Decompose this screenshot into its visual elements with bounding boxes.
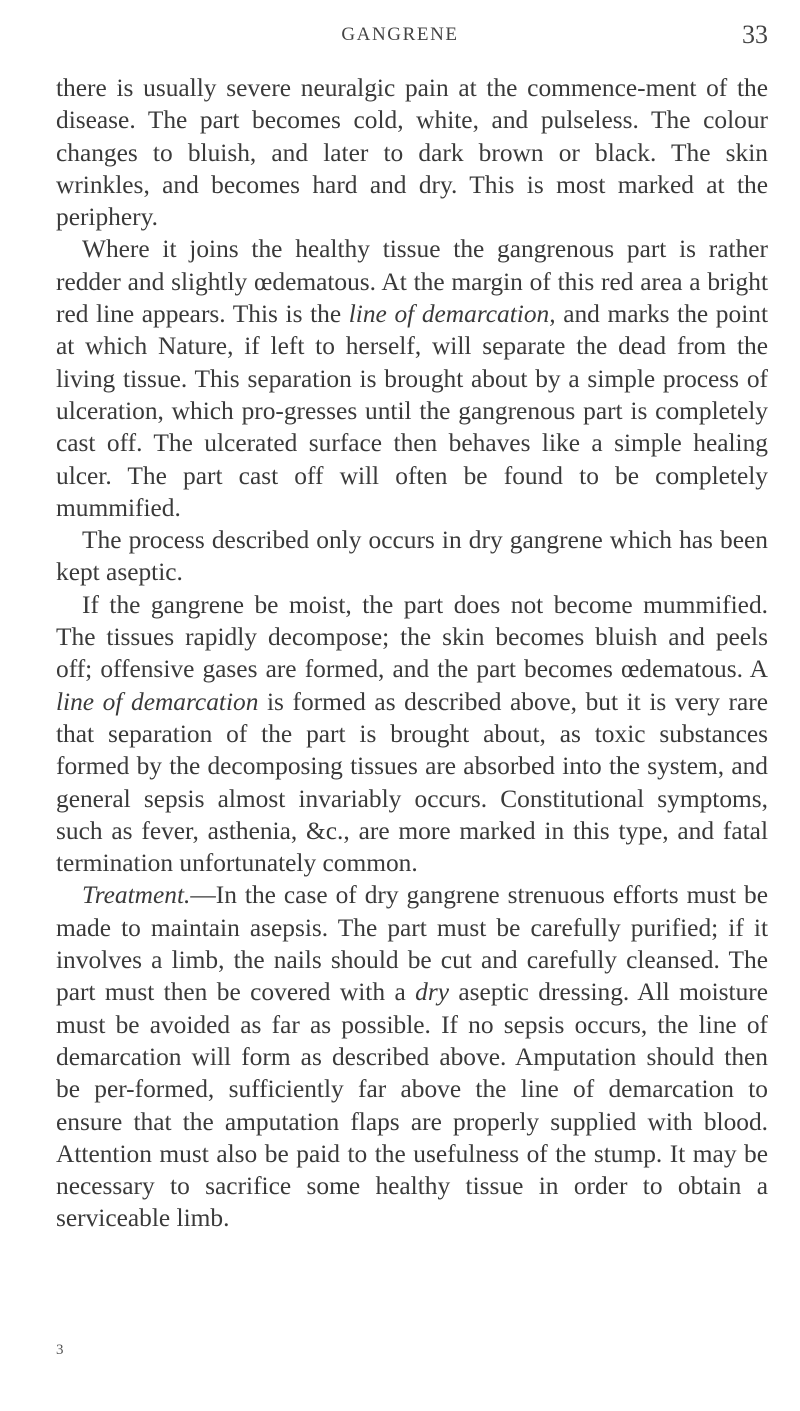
- italic-text-run: Treatment.: [82, 881, 191, 910]
- body-text: [56, 72, 768, 1235]
- paragraph-1: [56, 72, 768, 233]
- text-run: If the gangrene be moist, the part does not become mummified. The tissues rapidly decompose; the skin becomes bluish and peels off; offensive gases are formed, and the part becomes œdematous. A: [56, 590, 768, 684]
- text-run: there is usually severe neuralgic pain at the commence-ment of the disease. The part becomes cold, white, and pulseless. The colour changes to bluish, and later to dark brown or black. The skin wrinkles, and becomes hard and dry. This is most marked at the periphery.: [56, 74, 768, 232]
- text-run: and marks the point at which Nature, if left to herself, will separate the dead from the living tissue. This separation is brought about by a simple process of ulceration, which pro-gresses until the gangrenous part is completely cast off. The ulcerated surface then behaves like a simple healing ulcer. The part cast off will often be found to be completely mummified.: [56, 300, 768, 522]
- italic-text-run: dry: [415, 978, 449, 1007]
- text-run: aseptic dressing. All moisture must be avoided as far as possible. If no sepsis occurs, the line of demarcation will form as described above. Amputation should then be per-formed, sufficiently far above the line of demarcation to ensure that the amputation flaps are properly supplied with blood. Attention must also be paid to the usefulness of the stump. It may be necessary to sacrifice some healthy tissue in order to obtain a serviceable limb.: [56, 978, 768, 1233]
- italic-text-run: line of demarcation: [56, 687, 259, 716]
- text-run: The process described only occurs in dry gangrene which has been kept aseptic.: [56, 526, 768, 587]
- running-title: GANGRENE: [341, 24, 459, 45]
- page-number: 33: [742, 20, 768, 49]
- paragraph-2: [56, 233, 768, 524]
- paragraph-5: [56, 879, 768, 1234]
- paragraph-4: [56, 589, 768, 880]
- running-head: [0, 20, 800, 50]
- text-run: —In the case of dry gangrene strenuous efforts must be made to maintain asepsis. The part must be carefully purified; if it involves a limb, the nails should be cut and carefully cleansed. The part must then be covered with a: [56, 881, 768, 1007]
- italic-text-run: line of demarcation,: [348, 300, 556, 329]
- paragraph-3: [56, 524, 768, 589]
- text-run: is formed as described above, but it is very rare that separation of the part is brought about, as toxic substances formed by the decomposing tissues are absorbed into the system, and general sepsis almost invariably occurs. Constitutional symptoms, such as fever, asthenia, &c., are more marked in this type, and fatal termination unfortunately common.: [56, 687, 768, 878]
- signature-mark: 3: [56, 1342, 64, 1358]
- text-run: Where it joins the healthy tissue the gangrenous part is rather redder and slightly œdematous. At the margin of this red area a bright red line appears. This is the: [56, 235, 768, 329]
